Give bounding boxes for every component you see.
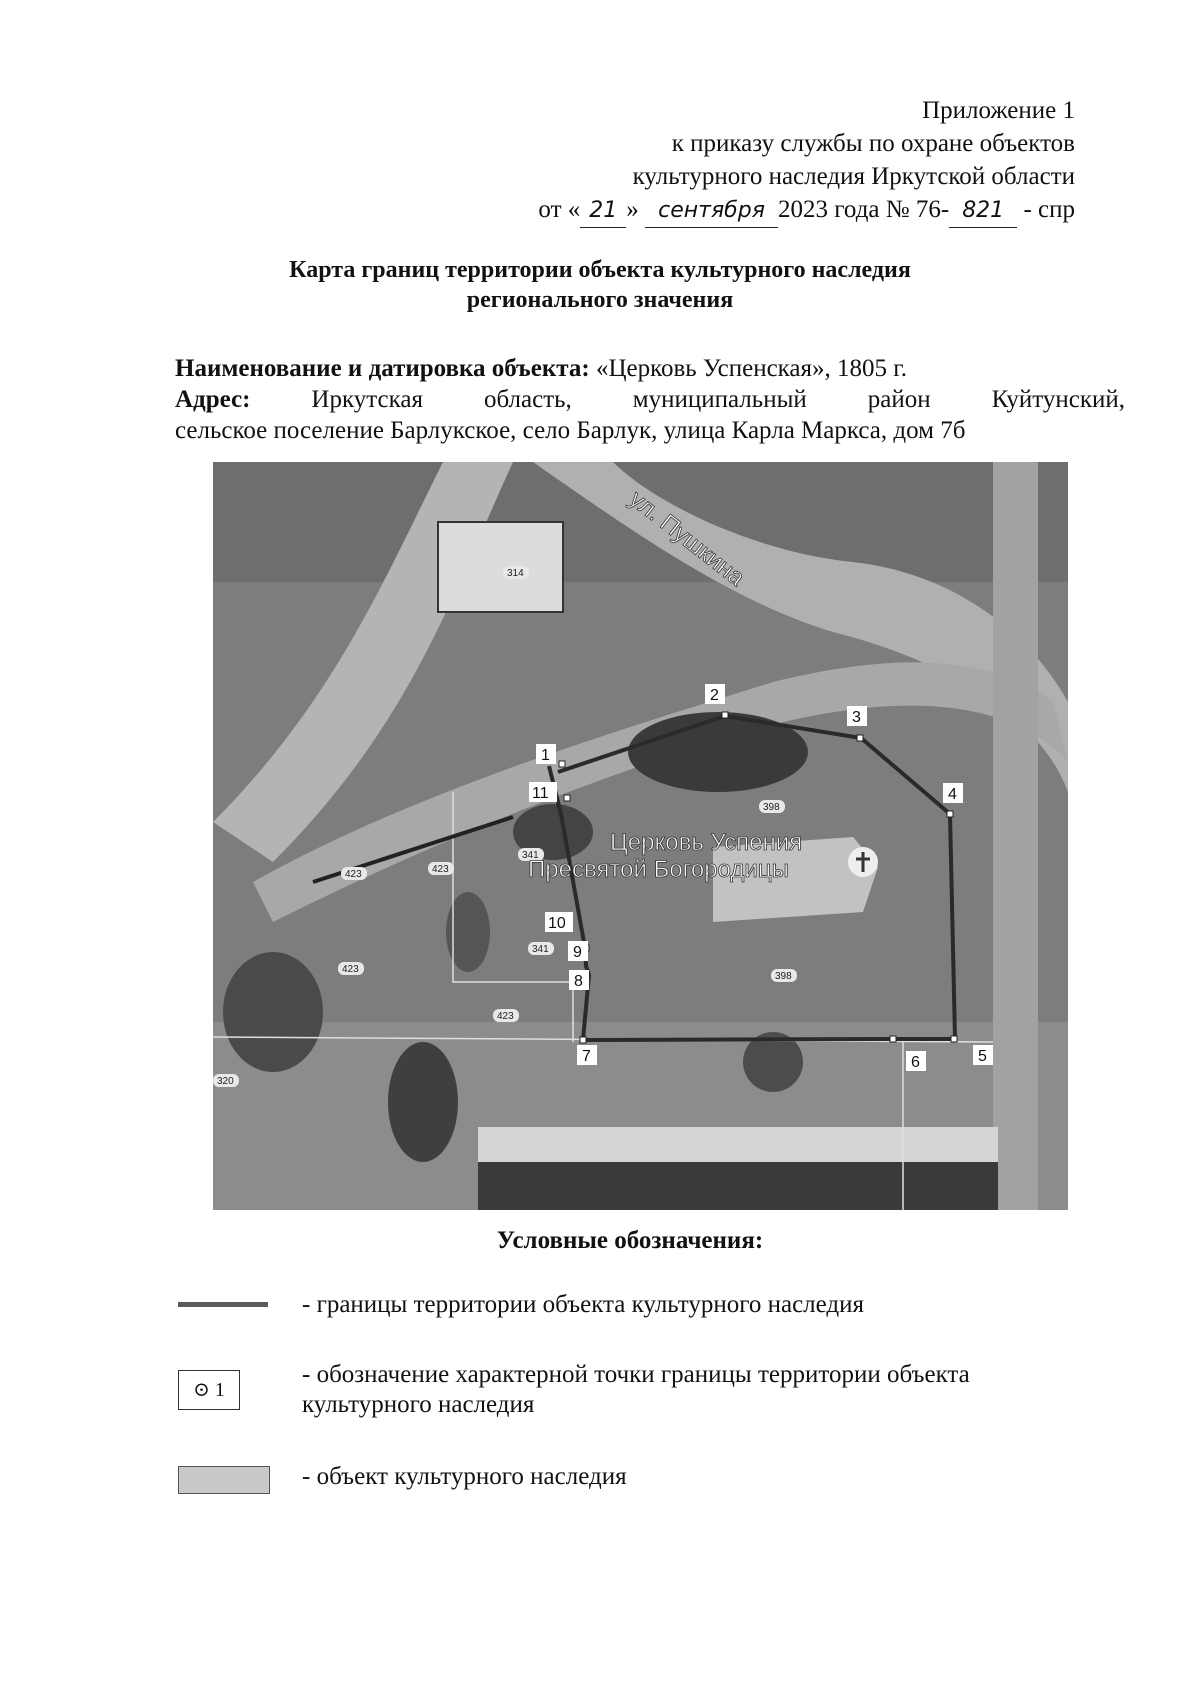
appendix-title: Приложение 1 (922, 97, 1075, 124)
object-name-value: «Церковь Успенская», 1805 г. (595, 355, 907, 382)
svg-text:4: 4 (948, 786, 957, 803)
parcel-number: 341 (522, 850, 539, 861)
appendix-header (538, 94, 1075, 228)
point-3-label (847, 706, 867, 726)
point-9-label (568, 941, 588, 961)
legend-title: Условные обозначения: (496, 1227, 764, 1254)
appendix-order-line: к приказу службы по охране объектов (671, 130, 1075, 157)
address-row: Адрес: Иркутская область, муниципальный район Куйтунский, (175, 386, 1125, 413)
parcel-number: 398 (763, 802, 780, 813)
appendix-service-line: культурного наследия Иркутской области (632, 163, 1075, 190)
point-8-label (569, 970, 589, 990)
document-title: Карта границ территории объекта культурного наследия регионального значения (289, 257, 911, 313)
church-label-line1: Церковь Успения (610, 829, 803, 856)
point-dot-icon: ⊙ (193, 1379, 210, 1401)
point-10-label (545, 912, 573, 932)
point-6-label (906, 1051, 926, 1071)
svg-text:2: 2 (710, 687, 719, 704)
map-image (213, 462, 1068, 1210)
svg-text:11: 11 (532, 785, 549, 802)
svg-text:7: 7 (582, 1048, 591, 1065)
svg-text:1: 1 (541, 747, 550, 764)
svg-text:5: 5 (978, 1048, 987, 1065)
church-label-line2: Пресвятой Богородицы (528, 856, 789, 883)
order-number: 821 (949, 194, 1017, 228)
svg-text:10: 10 (548, 915, 566, 932)
point-2-label (705, 684, 725, 704)
parcel-number: 314 (507, 568, 524, 579)
parcel-number: 423 (342, 964, 359, 975)
parcel-number: 423 (432, 864, 449, 875)
appendix-date-line: от « 21 » сентября 2023 года № 76- 821 - спр (538, 193, 1075, 228)
date-month: сентября (645, 194, 778, 228)
boundary-line-symbol (178, 1302, 268, 1307)
boundary-map (213, 462, 1068, 1210)
svg-text:8: 8 (574, 973, 583, 990)
point-11-label (529, 782, 557, 802)
parcel-number: 423 (497, 1011, 514, 1022)
date-day: 21 (580, 194, 626, 228)
street-label: ул. Пушкина (624, 485, 750, 592)
point-7-label (577, 1045, 597, 1065)
parcel-number: 398 (775, 971, 792, 982)
object-name-row (175, 353, 1125, 384)
parcel-number: 320 (217, 1076, 234, 1087)
address-line-2: сельское поселение Барлукское, село Барлук, улица Карла Маркса, дом 7б (175, 417, 966, 444)
object-info (175, 353, 1125, 446)
point-4-label (943, 783, 963, 803)
object-name-label: Наименование и датировка объекта: (175, 355, 590, 382)
point-1-label (536, 744, 556, 764)
point-5-label (973, 1045, 993, 1065)
point-symbol: ⊙ 1 (178, 1370, 240, 1410)
svg-text:9: 9 (573, 944, 582, 961)
address-label: Адрес: (175, 386, 251, 413)
svg-text:3: 3 (852, 709, 861, 726)
parcel-number: 423 (345, 869, 362, 880)
parcel-number: 341 (532, 944, 549, 955)
object-symbol (178, 1466, 270, 1494)
svg-text:6: 6 (911, 1054, 920, 1071)
